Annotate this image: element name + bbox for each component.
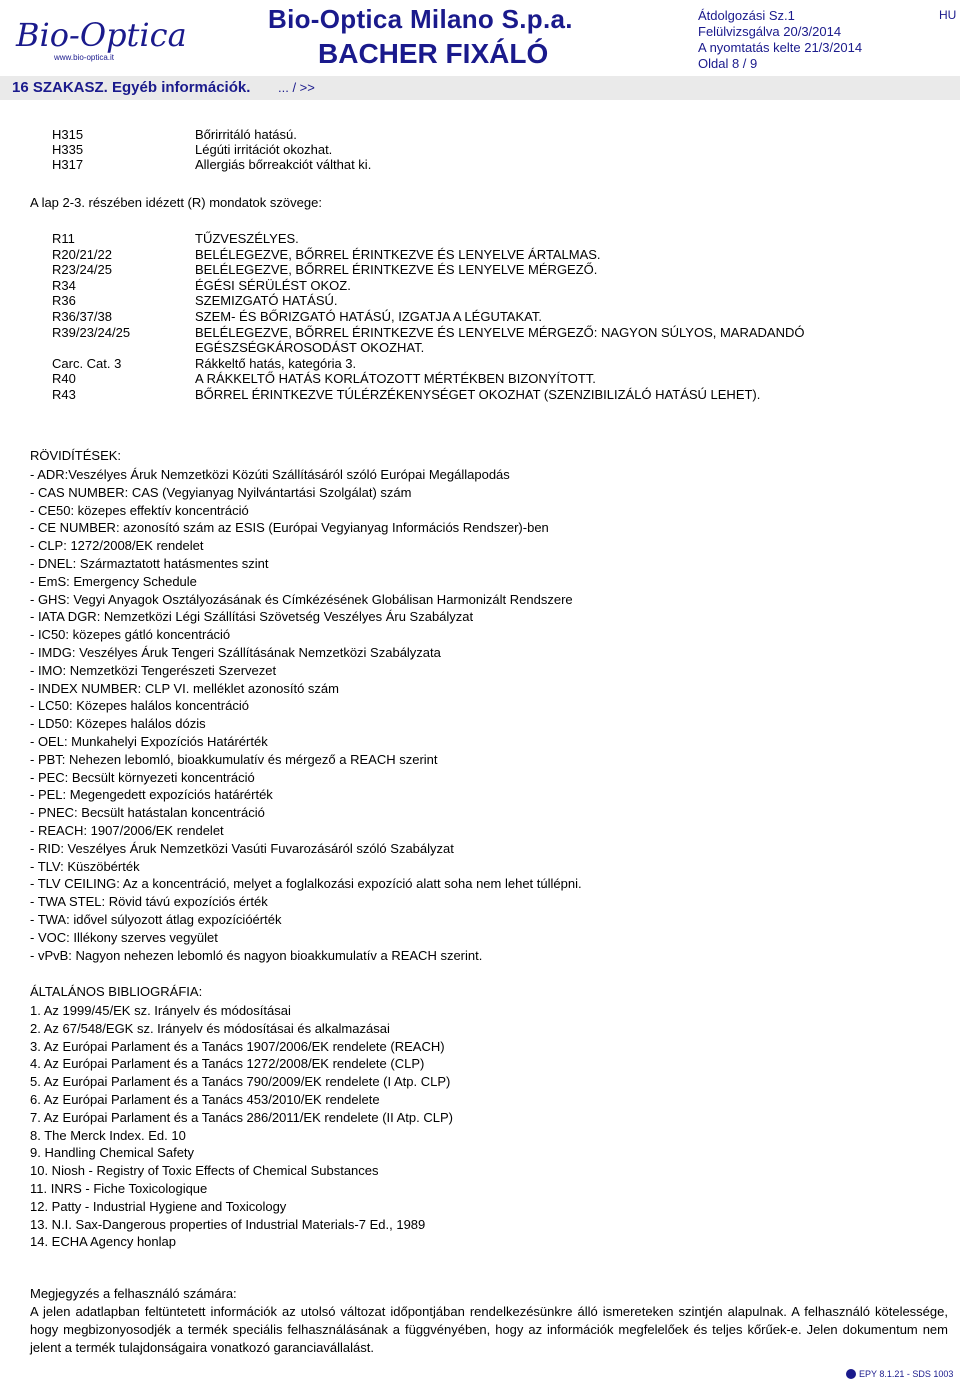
company-name: Bio-Optica Milano S.p.a.: [268, 4, 573, 34]
risk-row: [52, 231, 804, 247]
bibliography-item: 4. Az Európai Parlament és a Tanács 1272/2008/EK rendelete (CLP): [30, 1056, 425, 1072]
risk-row: [52, 309, 804, 325]
risk-row: [52, 387, 804, 403]
statement-code: Carc. Cat. 3: [52, 355, 122, 371]
statement-text: SZEMIZGATÓ HATÁSÚ.: [195, 293, 338, 309]
logo-url: www.bio-optica.it: [54, 53, 115, 62]
abbreviation-item: - TLV CEILING: Az a koncentráció, melyet a foglalkozási expozíció alatt soha nem lehet túllépni.: [30, 876, 582, 892]
risk-row: [52, 325, 804, 341]
hazard-row: [52, 142, 371, 157]
bibliography-item: 3. Az Európai Parlament és a Tanács 1907/2006/EK rendelete (REACH): [30, 1038, 445, 1054]
statement-code: R39/23/24/25: [52, 324, 131, 340]
print-date: A nyomtatás kelte 21/3/2014: [698, 40, 863, 55]
bibliography-item: 13. N.I. Sax-Dangerous properties of Industrial Materials-7 Ed., 1989: [30, 1216, 426, 1232]
statement-code: R11: [52, 231, 75, 246]
abbreviation-item: - CE NUMBER: azonosító szám az ESIS (Európai Vegyianyag Információs Rendszer)-ben: [30, 520, 549, 536]
bibliography-item: 8. The Merck Index. Ed. 10: [30, 1127, 186, 1143]
hazard-statements: [52, 127, 371, 172]
statement-code: H315: [52, 127, 84, 142]
risk-row: [52, 293, 804, 309]
statement-code: H335: [52, 142, 84, 157]
abbreviation-item: - LC50: Közepes halálos koncentráció: [30, 698, 249, 714]
abbreviation-item: - PEC: Becsült környezeti koncentráció: [30, 769, 255, 785]
r-phrases-intro: A lap 2-3. részében idézett (R) mondatok szövege:: [30, 195, 322, 210]
bibliography-title: ÁLTALÁNOS BIBLIOGRÁFIA:: [30, 984, 203, 999]
abbreviation-item: - TLV: Küszöbérték: [30, 858, 140, 874]
statement-text: Rákkeltő hatás, kategória 3.: [195, 355, 357, 371]
logo-wordmark: Bio-Optica: [16, 16, 186, 54]
abbreviation-item: - PBT: Nehezen lebomló, bioakkumulatív és mérgező a REACH szerint: [30, 751, 438, 767]
abbreviation-item: - CE50: közepes effektív koncentráció: [30, 502, 249, 518]
risk-row: [52, 371, 804, 387]
bibliography-item: 5. Az Európai Parlament és a Tanács 790/2009/EK rendelete (I Atp. CLP): [30, 1074, 451, 1090]
statement-code: R36: [52, 293, 76, 309]
abbreviation-item: - TWA STEL: Rövid távú expozíciós érték: [30, 894, 268, 910]
hazard-row: [52, 157, 371, 172]
bibliography-item: 1. Az 1999/45/EK sz. Irányelv és módosításai: [30, 1003, 291, 1018]
abbreviation-item: - GHS: Vegyi Anyagok Osztályozásának és Címkézésének Globálisan Harmonizált Rendszere: [30, 591, 573, 607]
statement-code: R34: [52, 277, 76, 293]
page-number: Oldal 8 / 9: [698, 56, 758, 71]
statement-text: BELÉLEGEZVE, BŐRREL ÉRINTKEZVE ÉS LENYELVE MÉRGEZŐ.: [195, 262, 598, 278]
statement-text: Bőrirritáló hatású.: [195, 127, 297, 142]
statement-code: R23/24/25: [52, 262, 112, 278]
footer-badge: [846, 1369, 953, 1379]
statement-code: [52, 340, 195, 356]
revision-number: Átdolgozási Sz.1: [698, 8, 795, 23]
footer-version: EPY 8.1.21 - SDS 1003: [859, 1369, 954, 1379]
abbreviation-item: - PNEC: Becsült hatástalan koncentráció: [30, 805, 265, 821]
hazard-row: [52, 127, 371, 142]
statement-text: Allergiás bőrreakciót válthat ki.: [195, 157, 372, 172]
bibliography-list: [30, 1002, 453, 1251]
statement-code: R43: [52, 386, 76, 402]
document-meta: [698, 8, 862, 72]
company-logo: [14, 10, 186, 66]
statement-text: A RÁKKELTŐ HATÁS KORLÁTOZOTT MÉRTÉKBEN BIZONYÍTOTT.: [195, 371, 596, 387]
review-date: Felülvizsgálva 20/3/2014: [698, 24, 842, 39]
abbreviation-item: - LD50: Közepes halálos dózis: [30, 716, 206, 732]
epy-icon: [846, 1369, 856, 1379]
language-code: HU: [939, 8, 957, 22]
statement-text: BELÉLEGEZVE, BŐRREL ÉRINTKEZVE ÉS LENYELVE ÁRTALMAS.: [195, 246, 601, 262]
abbreviation-item: - CAS NUMBER: CAS (Vegyianyag Nyilvántartási Szolgálat) szám: [30, 484, 412, 500]
abbreviation-item: - IC50: közepes gátló koncentráció: [30, 627, 231, 643]
statement-text: TŰZVESZÉLYES.: [195, 231, 299, 246]
abbreviation-item: - ADR:Veszélyes Áruk Nemzetközi Közúti Szállításáról szóló Európai Megállapodás: [30, 467, 510, 482]
bibliography-item: 11. INRS - Fiche Toxicologique: [30, 1180, 208, 1196]
abbreviation-item: - VOC: Illékony szerves vegyület: [30, 929, 218, 945]
bibliography-item: 6. Az Európai Parlament és a Tanács 453/2010/EK rendelete: [30, 1091, 380, 1107]
bibliography-item: 9. Handling Chemical Safety: [30, 1145, 195, 1161]
bibliography-item: 14. ECHA Agency honlap: [30, 1234, 176, 1250]
abbreviation-item: - OEL: Munkahelyi Expozíciós Határérték: [30, 733, 268, 749]
section-title: 16 SZAKASZ. Egyéb információk.: [12, 79, 251, 96]
abbreviations-list: [30, 466, 582, 964]
note-text: A jelen adatlapban feltüntetett információk az utolsó változat időpontjában rendelkezésünkre álló ismereteken szintjén alapulnak. A felhasználó kötelessége, hogy megbizonyosodjék a termék speciális felhasználásának a függvényében, hogy az információk megfelelőek és teljes kőrűek-e. Jelen dokumentum nem jelent a termék tulajdonságaira vonatkozó garanciavállalást.: [30, 1304, 948, 1355]
abbreviation-item: - IMO: Nemzetközi Tengerészeti Szervezet: [30, 662, 277, 678]
statement-code: R36/37/38: [52, 308, 112, 324]
risk-phrases: [52, 231, 804, 403]
statement-code: R40: [52, 371, 76, 387]
statement-code: R20/21/22: [52, 246, 112, 262]
statement-text: BŐRREL ÉRINTKEZVE TÚLÉRZÉKENYSÉGET OKOZHAT (SZENZIBILIZÁLÓ HATÁSÚ LEHET).: [195, 386, 761, 402]
bibliography-item: 7. Az Európai Parlament és a Tanács 286/2011/EK rendelete (II Atp. CLP): [30, 1109, 453, 1125]
abbreviation-item: - TWA: idővel súlyozott átlag expozícióérték: [30, 911, 282, 927]
abbreviations-title: RÖVIDÍTÉSEK:: [30, 448, 122, 463]
statement-text: ÉGÉSI SÉRÜLÉST OKOZ.: [195, 277, 351, 293]
bibliography-item: 12. Patty - Industrial Hygiene and Toxicology: [30, 1198, 287, 1214]
abbreviation-item: - EmS: Emergency Schedule: [30, 573, 197, 589]
bibliography-item: 10. Niosh - Registry of Toxic Effects of Chemical Substances: [30, 1163, 379, 1179]
risk-row: [52, 356, 804, 372]
abbreviation-item: - INDEX NUMBER: CLP VI. melléklet azonosító szám: [30, 680, 339, 696]
abbreviation-item: - REACH: 1907/2006/EK rendelet: [30, 822, 224, 838]
note-title: Megjegyzés a felhasználó számára:: [30, 1286, 237, 1301]
statement-text: SZEM- ÉS BŐRIZGATÓ HATÁSÚ, IZGATJA A LÉGUTAKAT.: [195, 308, 542, 324]
statement-text: BELÉLEGEZVE, BŐRREL ÉRINTKEZVE ÉS LENYELVE MÉRGEZŐ: NAGYON SÚLYOS, MARADANDÓ: [195, 324, 805, 340]
statement-code: H317: [52, 157, 84, 172]
abbreviation-item: - IMDG: Veszélyes Áruk Tengeri Szállításának Nemzetközi Szabályzata: [30, 644, 441, 660]
abbreviation-item: - CLP: 1272/2008/EK rendelet: [30, 538, 204, 554]
abbreviation-item: - DNEL: Származtatott hatásmentes szint: [30, 555, 269, 571]
abbreviation-item: - vPvB: Nagyon nehezen lebomló és nagyon bioakkumulatív a REACH szerint.: [30, 947, 483, 963]
abbreviation-item: - PEL: Megengedett expozíciós határérték: [30, 787, 273, 803]
abbreviation-item: - RID: Veszélyes Áruk Nemzetközi Vasúti Fuvarozásáról szóló Szabályzat: [30, 840, 454, 856]
bibliography-item: 2. Az 67/548/EGK sz. Irányelv és módosításai és alkalmazásai: [30, 1020, 390, 1036]
statement-text: Légúti irritációt okozhat.: [195, 142, 333, 157]
statement-text: EGÉSZSÉGKÁROSODÁST OKOZHAT.: [195, 340, 425, 356]
abbreviation-item: - IATA DGR: Nemzetközi Légi Szállítási Szövetség Veszélyes Áru Szabályzat: [30, 609, 474, 625]
product-name: BACHER FIXÁLÓ: [318, 38, 549, 69]
risk-row: [52, 262, 804, 278]
risk-row: [52, 247, 804, 263]
risk-row: [52, 340, 804, 356]
section-continued: ... / >>: [278, 80, 315, 95]
risk-row: [52, 278, 804, 294]
